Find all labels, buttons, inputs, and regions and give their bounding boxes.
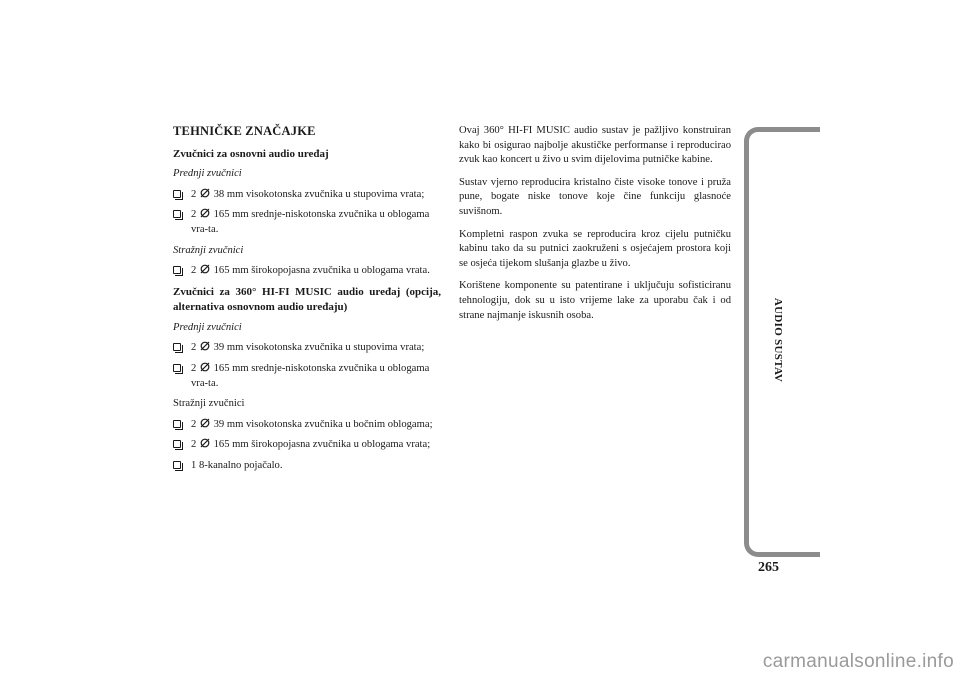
hifi-rear-list [173, 418, 441, 474]
paragraph: Ovaj 360° HI-FI MUSIC audio sustav je pažljivo konstruiran kako bi osigurao najbolje akustičke performanse i reproducirao zvuk kao koncert u živo u svim dijelovima putničke kabine. [459, 125, 731, 166]
diameter-icon [200, 362, 210, 372]
hifi-front-list [173, 341, 441, 391]
checkbox-bullet-icon [173, 420, 181, 428]
list-item: 2 39 mm visokotonska zvučnika u stupovima vrata; [173, 341, 441, 356]
hifi-speakers-title: Zvučnici za 360° HI-FI MUSIC audio uređaj (opcija, alternativa osnovnom audio uređaju) [173, 285, 441, 313]
watermark: carmanualsonline.info [762, 651, 954, 672]
checkbox-bullet-icon [173, 461, 181, 469]
list-item: 1 8-kanalno pojačalo. [173, 459, 441, 474]
diameter-icon [200, 438, 210, 448]
checkbox-bullet-icon [173, 190, 181, 198]
list-item: 2 165 mm srednje-niskotonska zvučnika u oblogama vra-ta. [173, 208, 441, 237]
checkbox-bullet-icon [173, 266, 181, 274]
list-item: 2 165 mm širokopojasna zvučnika u oblogama vrata; [173, 438, 441, 453]
diameter-icon [200, 341, 210, 351]
right-column [459, 124, 731, 331]
left-column [173, 124, 441, 480]
basic-rear-list [173, 264, 441, 279]
paragraph: Kompletni raspon zvuka se reproducira kroz cijelu putničku kabinu tako da su putnici zaokruženi s osjećajem prostora koji se osjeća tijekom slušanja glazbe u živo. [459, 228, 731, 269]
page-number: 265 [758, 560, 779, 575]
list-item: 2 165 mm širokopojasna zvučnika u oblogama vrata. [173, 264, 441, 279]
checkbox-bullet-icon [173, 343, 181, 351]
rear-speakers-label: Stražnji zvučnici [173, 398, 245, 410]
diameter-icon [200, 418, 210, 428]
paragraph: Korištene komponente su patentirane i uključuju sofisticiranu tehnologiju, dok su u isto vrijeme lake za uporabu čak i od strane najmanje iskusnih osoba. [459, 280, 731, 321]
section-heading: TEHNIČKE ZNAČAJKE [173, 124, 316, 138]
checkbox-bullet-icon [173, 364, 181, 372]
rear-speakers-label: Stražnji zvučnici [173, 244, 244, 256]
paragraph: Sustav vjerno reproducira kristalno čiste visoke tonove i pruža pune, bogate niske tonove koje čine funkciju glasnoće suvišnom. [459, 176, 731, 217]
list-item: 2 165 mm srednje-niskotonska zvučnika u oblogama vra-ta. [173, 362, 441, 391]
diameter-icon [200, 188, 210, 198]
diameter-icon [200, 264, 210, 274]
list-item: 2 39 mm visokotonska zvučnika u bočnim oblogama; [173, 418, 441, 433]
checkbox-bullet-icon [173, 210, 181, 218]
front-speakers-label: Prednji zvučnici [173, 168, 242, 180]
basic-front-list [173, 188, 441, 238]
basic-speakers-title: Zvučnici za osnovni audio uređaj [173, 147, 329, 160]
section-label: AUDIO SUSTAV [772, 297, 784, 383]
list-item: 2 38 mm visokotonska zvučnika u stupovima vrata; [173, 188, 441, 203]
front-speakers-label: Prednji zvučnici [173, 321, 242, 333]
checkbox-bullet-icon [173, 440, 181, 448]
diameter-icon [200, 208, 210, 218]
